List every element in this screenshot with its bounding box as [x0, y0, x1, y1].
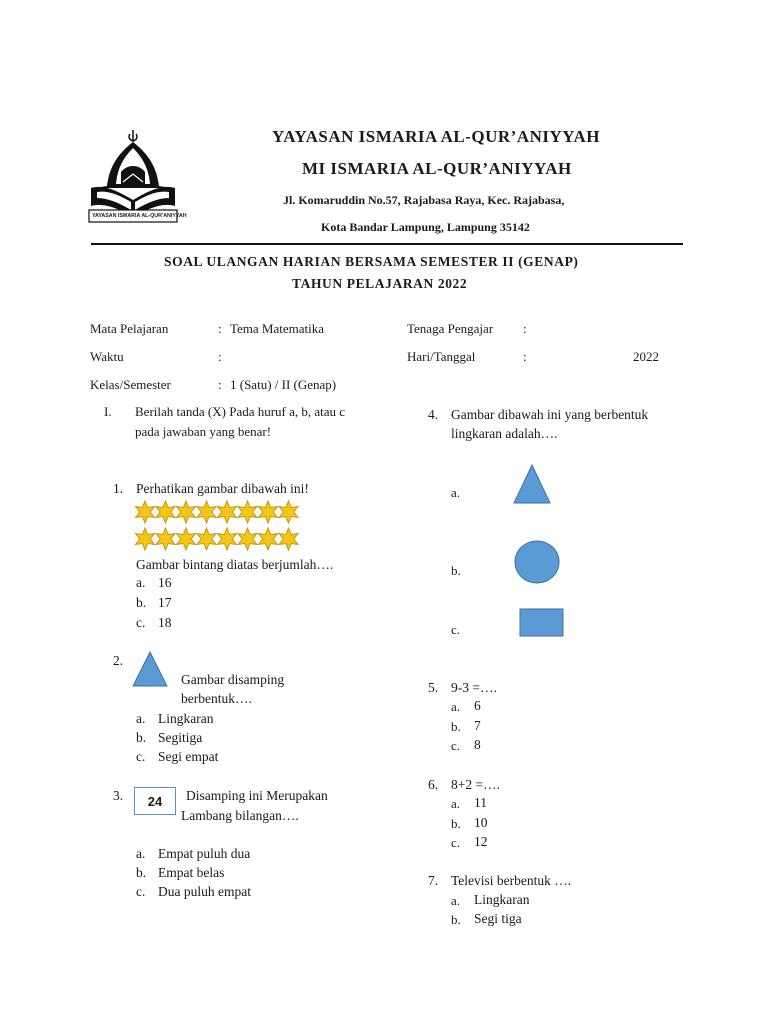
time-label: Waktu: [90, 349, 124, 364]
q6-text: 8+2 =….: [451, 777, 500, 792]
q5-option-c: 8: [474, 737, 481, 752]
q4-text-2: lingkaran adalah….: [451, 426, 558, 441]
subject-value: Tema Matematika: [230, 321, 325, 336]
star-icon: [176, 501, 195, 523]
q2-option-c: Segi empat: [158, 749, 219, 764]
q3-number-box: 24: [134, 787, 176, 815]
q5-text: 9-3 =….: [451, 680, 497, 695]
q4-option-a-letter: a.: [451, 485, 461, 500]
address-line-2: Kota Bandar Lampung, Lampung 35142: [321, 220, 530, 234]
star-icon: [238, 501, 257, 523]
subject-label: Mata Pelajaran: [90, 321, 169, 336]
section-number: I.: [104, 404, 112, 419]
q6-option-c: 12: [474, 834, 488, 849]
class-value: 1 (Satu) / II (Genap): [230, 377, 337, 392]
q5-option-c-letter: c.: [451, 738, 461, 753]
star-icon: [279, 501, 298, 523]
q7-number: 7.: [428, 873, 439, 888]
q2-number: 2.: [113, 653, 124, 668]
q6-option-b: 10: [474, 815, 488, 830]
star-icon: [279, 528, 298, 550]
q7-option-a-letter: a.: [451, 893, 461, 908]
q2-option-c-letter: c.: [136, 749, 146, 764]
q5-option-a: 6: [474, 698, 481, 713]
q4-option-c-rectangle: [518, 607, 566, 639]
school-name: MI ISMARIA AL-QUR’ANIYYAH: [302, 159, 572, 178]
star-icon: [258, 528, 277, 550]
star-icon: [238, 528, 257, 550]
q6-option-a-letter: a.: [451, 796, 461, 811]
q5-option-b: 7: [474, 718, 481, 733]
date-label: Hari/Tanggal: [407, 349, 476, 364]
exam-year: TAHUN PELAJARAN 2022: [292, 276, 468, 291]
q7-text: Televisi berbentuk ….: [451, 873, 572, 888]
address-line-1: Jl. Komaruddin No.57, Rajabasa Raya, Kec. Rajabasa,: [283, 193, 565, 207]
teacher-label: Tenaga Pengajar: [407, 321, 494, 336]
q4-option-a-triangle: [512, 463, 552, 505]
section-instruction-1: Berilah tanda (X) Pada huruf a, b, atau c: [135, 404, 346, 419]
q3-text-1: Disamping ini Merupakan: [186, 788, 328, 803]
school-logo: [85, 126, 181, 236]
q6-option-a: 11: [474, 795, 487, 810]
q3-text-2: Lambang bilangan….: [181, 808, 299, 823]
star-icon: [156, 528, 175, 550]
star-icon: [156, 501, 175, 523]
q6-option-b-letter: b.: [451, 816, 461, 831]
star-icon: [135, 501, 154, 523]
class-colon: :: [218, 377, 222, 392]
q1-option-c: 18: [158, 615, 172, 630]
teacher-colon: :: [523, 321, 527, 336]
date-colon: :: [523, 349, 527, 364]
q7-option-b-letter: b.: [451, 912, 461, 927]
q4-option-b-circle: [512, 539, 562, 585]
star-icon: [135, 528, 154, 550]
q3-option-b-letter: b.: [136, 865, 147, 880]
q4-number: 4.: [428, 407, 439, 422]
exam-title: SOAL ULANGAN HARIAN BERSAMA SEMESTER II (GENAP): [164, 254, 579, 269]
q1-option-b-letter: b.: [136, 595, 147, 610]
q2-text-1: Gambar disamping: [181, 672, 285, 687]
q2-option-b: Segitiga: [158, 730, 203, 745]
star-icon: [176, 528, 195, 550]
q1-text: Perhatikan gambar dibawah ini!: [136, 481, 309, 496]
stars-figure: [133, 499, 303, 555]
q3-option-b: Empat belas: [158, 865, 225, 880]
q1-option-a: 16: [158, 575, 172, 590]
star-icon: [197, 501, 216, 523]
q7-option-a: Lingkaran: [474, 892, 530, 907]
q1-option-a-letter: a.: [136, 575, 146, 590]
q5-number: 5.: [428, 680, 439, 695]
q1-prompt: Gambar bintang diatas berjumlah….: [136, 557, 334, 572]
q4-text-1: Gambar dibawah ini yang berbentuk: [451, 407, 649, 422]
class-label: Kelas/Semester: [90, 377, 171, 392]
logo-caption: YAYASAN ISMARIA AL-QUR'ANIYYAH: [92, 213, 187, 219]
section-instruction-2: pada jawaban yang benar!: [135, 424, 272, 439]
mosque-dome-emblem: [85, 126, 181, 236]
q2-option-a-letter: a.: [136, 711, 146, 726]
date-year: 2022: [633, 349, 659, 364]
q3-option-c: Dua puluh empat: [158, 884, 251, 899]
q7-option-b: Segi tiga: [474, 911, 522, 926]
time-colon: :: [218, 349, 222, 364]
star-icon: [258, 501, 277, 523]
q2-text-2: berbentuk….: [181, 691, 252, 706]
q2-option-b-letter: b.: [136, 730, 147, 745]
q5-option-b-letter: b.: [451, 719, 461, 734]
q3-option-c-letter: c.: [136, 884, 146, 899]
q4-option-b-letter: b.: [451, 563, 461, 578]
q1-option-b: 17: [158, 595, 172, 610]
q6-option-c-letter: c.: [451, 835, 461, 850]
q5-option-a-letter: a.: [451, 699, 461, 714]
q6-number: 6.: [428, 777, 439, 792]
q4-option-c-letter: c.: [451, 622, 461, 637]
subject-colon: :: [218, 321, 222, 336]
q3-number: 3.: [113, 788, 124, 803]
q1-number: 1.: [113, 481, 124, 496]
star-icon: [217, 528, 236, 550]
q3-option-a-letter: a.: [136, 846, 146, 861]
q1-option-c-letter: c.: [136, 615, 146, 630]
q2-option-a: Lingkaran: [158, 711, 214, 726]
star-icon: [197, 528, 216, 550]
foundation-name: YAYASAN ISMARIA AL-QUR’ANIYYAH: [272, 127, 600, 146]
q3-option-a: Empat puluh dua: [158, 846, 251, 861]
star-icon: [217, 501, 236, 523]
q2-triangle-shape: [131, 650, 169, 688]
header-divider: [91, 243, 683, 245]
